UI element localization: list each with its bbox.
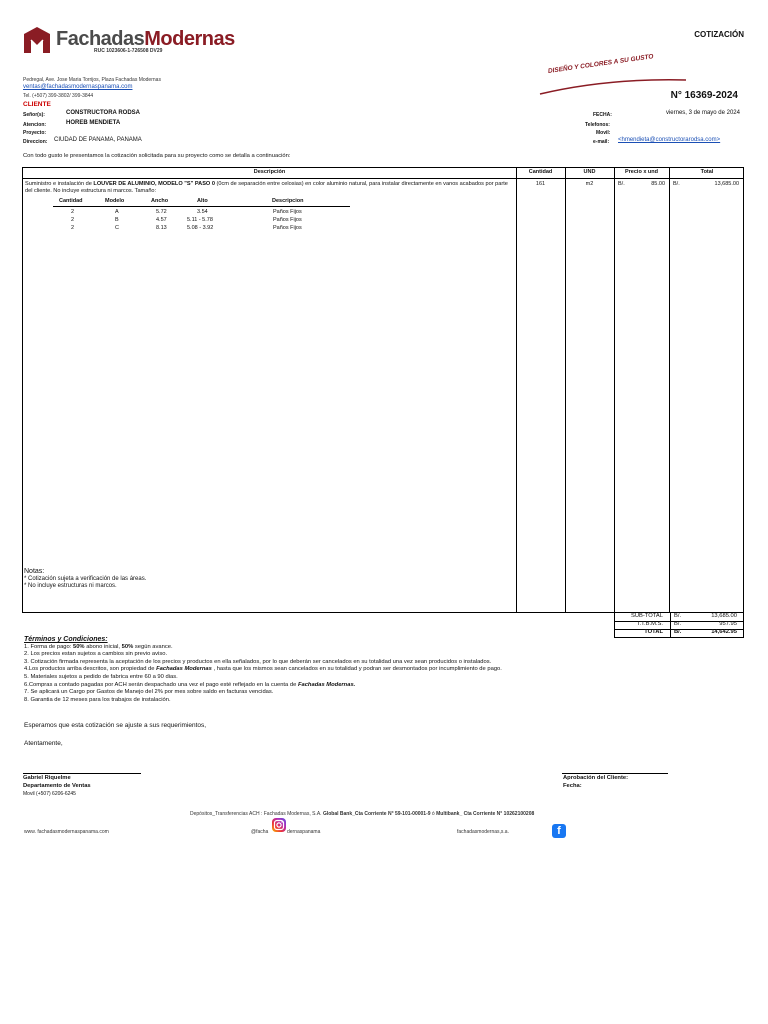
- facebook-icon[interactable]: f: [552, 824, 566, 838]
- subtable-header: Alto: [197, 198, 208, 204]
- client-address: CIUDAD DE PANAMA, PANAMA: [54, 137, 142, 143]
- facebook-name[interactable]: fachadasmodernas,s.a.: [457, 829, 509, 835]
- subtable-header: Ancho: [151, 198, 169, 204]
- subtable-cell: A: [115, 209, 119, 215]
- term-4-text: , hasta que los mismos sean cancelados en su totalidad y podran ser desmontados por incumplimiento de pago.: [211, 666, 502, 673]
- subtable-cell: 5.11 - 5.78: [187, 217, 213, 223]
- subtable-cell: 3.54: [197, 209, 208, 215]
- company-ruc: RUC 1023606-1-726508 DV29: [94, 48, 163, 54]
- subtable-cell: B: [115, 217, 119, 223]
- sales-signature: [23, 774, 91, 798]
- total-value: 14,642.95: [711, 629, 737, 635]
- quote-date: viernes, 3 de mayo de 2024: [665, 110, 740, 116]
- closing-regards: Atentamente,: [24, 740, 63, 747]
- bank-multi: Multibank_ Cta Corriente N° 10262100208: [436, 811, 535, 817]
- term-line: 2. Los precios estan sujetos a cambios sin previo aviso.: [24, 651, 168, 658]
- signer-name: Gabriel Riquelme: [23, 775, 71, 781]
- subtable-cell: Paños Fijos: [273, 217, 302, 223]
- terms-and-conditions: [24, 636, 502, 704]
- instagram-icon[interactable]: [272, 818, 286, 832]
- subtable-cell: 2: [71, 217, 75, 223]
- header-und: UND: [583, 169, 596, 175]
- label-direccion: Direccion:: [23, 139, 48, 145]
- client-approval-label: Aprobación del Cliente:: [563, 775, 629, 781]
- label-email: e-mail:: [593, 139, 610, 145]
- subtable-cell: 2: [71, 225, 75, 231]
- note-line: * No incluye estructuras ni marcos.: [24, 583, 117, 589]
- notes: [24, 568, 146, 591]
- term-line: 7. Se aplicará un Cargo por Gastos de Manejo del 2% por mes sobre saldo en facturas vencidas.: [24, 689, 274, 696]
- company-name-part2: Modernas: [144, 28, 235, 50]
- term-6-brand: Fachadas Modernas.: [297, 681, 356, 688]
- item-cantidad: 161: [535, 181, 546, 187]
- closing-text: Esperamos que esta cotización se ajuste a sus requerimientos,: [24, 722, 207, 729]
- subtable-cell: 5.08 - 3.92: [187, 225, 214, 231]
- item-und: m2: [585, 181, 594, 187]
- header-total: Total: [700, 169, 714, 175]
- item-desc-bold: LOUVER DE ALUMINIO, MODELO "S" PASO 0: [93, 181, 215, 187]
- items-table: [22, 167, 744, 613]
- term-4-text: 4.Los productos arriba descritos, son propiedad de: [24, 666, 157, 673]
- subtable-header: Cantidad: [59, 198, 83, 204]
- term-line: 5. Materiales sujetos a pedido de fabrica entre 60 a 90 dias.: [24, 673, 178, 680]
- term-1-percent: 50%: [72, 643, 85, 650]
- subtotal-value: 13,685.00: [711, 613, 737, 619]
- document-title: COTIZACIÓN: [694, 30, 744, 39]
- client-heading: CLIENTE: [23, 101, 51, 108]
- label-movil: Movil:: [596, 130, 611, 136]
- term-1-text: según avance.: [133, 643, 173, 650]
- label-senor: Señor(s):: [23, 112, 45, 118]
- subtable-header: Modelo: [105, 198, 125, 204]
- item-desc-post: (0cm de separación entre celosias) en color aluminio natural, para instalar directamente en vanos acabados por parte del cliente. No incluye estructura ni marcos. Tamaño:: [25, 181, 508, 194]
- total-currency: B/.: [674, 629, 682, 635]
- item-price-currency: B/.: [618, 181, 625, 187]
- itbms-label: I.T.B.M.S.: [637, 621, 663, 627]
- subtotal-label: SUB-TOTAL: [631, 613, 663, 619]
- client-attention: HOREB MENDIETA: [66, 120, 121, 126]
- client-approval-date-label: Fecha:: [563, 783, 582, 789]
- item-total: 13,685.00: [714, 181, 739, 187]
- note-line: * Cotización sujeta a verificación de las áreas.: [24, 575, 147, 582]
- term-line: [24, 644, 502, 652]
- subtotal-currency: B/.: [674, 613, 682, 619]
- signer-mobile: Movil (+507) 6206-6245: [23, 791, 76, 797]
- subtable-cell: 4.57: [156, 217, 167, 223]
- instagram-handle-start[interactable]: @facha: [251, 829, 269, 835]
- bank-pre: Depósitos_Transferencias ACH : Fachadas Modernas, S.A.: [190, 811, 323, 817]
- subtable-cell: Paños Fijos: [273, 225, 302, 231]
- subtable-cell: 5.72: [156, 209, 167, 215]
- term-line: 3. Cotización firmada representa la aceptación de los precios y productos en ella señalados, por lo que deberán ser cancelados en su totalidad una vez sean producidos o instalados.: [24, 658, 492, 665]
- bank-mid: ó: [430, 811, 437, 817]
- item-total-currency: B/.: [673, 181, 680, 187]
- item-desc-pre: Suministro e instalación de: [25, 181, 94, 187]
- intro-text: Con todo gusto le presentamos la cotización solicitada para su proyecto como se detalla a continuación:: [23, 153, 291, 159]
- company-name-part1: Fachadas: [56, 28, 145, 50]
- label-proyecto: Proyecto:: [23, 130, 47, 136]
- item-description: [25, 181, 515, 195]
- label-fecha: FECHA:: [593, 112, 612, 118]
- subtable-cell: C: [115, 225, 119, 231]
- slogan: DISEÑO Y COLORES A SU GUSTO: [547, 53, 654, 75]
- notes-title: Notas:: [24, 568, 45, 575]
- subtable-cell: Paños Fijos: [273, 209, 302, 215]
- item-price: 85.00: [651, 181, 665, 187]
- client-name: CONSTRUCTORA RODSA: [66, 110, 141, 116]
- term-1-percent: 50%: [121, 643, 134, 650]
- label-telefonos: Telefonos:: [585, 122, 610, 128]
- header-precio: Precio x und: [624, 169, 658, 175]
- company-phone: Tel. (+507) 399-3802/ 399-3844: [23, 93, 94, 99]
- bank-info: [190, 811, 534, 817]
- subtable-cell: 2: [71, 209, 75, 215]
- instagram-handle-end[interactable]: dernaspanama: [287, 829, 321, 835]
- term-1-text: 1. Forma de pago:: [24, 643, 73, 650]
- quote-number: N° 16369-2024: [670, 90, 738, 101]
- logo-icon: [22, 26, 52, 56]
- header-cantidad: Cantidad: [528, 169, 553, 175]
- client-email-link[interactable]: <hmendieta@constructorarodsa.com>: [618, 137, 721, 143]
- header-descripcion: Descripción: [253, 169, 286, 175]
- website-link[interactable]: www. fachadasmodernaspanama.com: [24, 829, 109, 835]
- signer-department: Departamento de Ventas: [23, 783, 91, 789]
- total-label: TOTAL: [644, 629, 663, 635]
- term-6-text: 6.Compras a contado pagadas por ACH serán despachado una vez el pago esté reflejado en la cuenta de: [24, 681, 298, 688]
- term-line: [24, 666, 502, 674]
- terms-title: Términos y Condiciones:: [24, 636, 108, 643]
- term-line: 8. Garantia de 12 meses para los trabajos de instalación.: [24, 696, 171, 703]
- company-address: Pedregal, Ave. Jose Maria Torrijos, Plaza Fachadas Modernas: [23, 77, 161, 83]
- totals-box: [614, 612, 744, 638]
- term-1-text: abono inicial,: [84, 643, 122, 650]
- itbms-currency: B/.: [674, 621, 682, 627]
- swoosh-decoration: [538, 74, 688, 98]
- subtable-header: Descripcion: [272, 198, 304, 204]
- bank-global: Global Bank_Cta Corriente N° 59-101-00001-9: [322, 811, 431, 817]
- term-4-brand: Fachadas Modernas: [156, 666, 212, 673]
- label-atencion: Atencion:: [23, 122, 47, 128]
- itbms-value: 957.95: [719, 621, 737, 627]
- company-email-link[interactable]: ventas@fachadasmodernaspanama.com: [23, 84, 133, 90]
- client-approval: [563, 774, 628, 790]
- subtable-cell: 8.13: [156, 225, 167, 231]
- term-line: [24, 682, 502, 690]
